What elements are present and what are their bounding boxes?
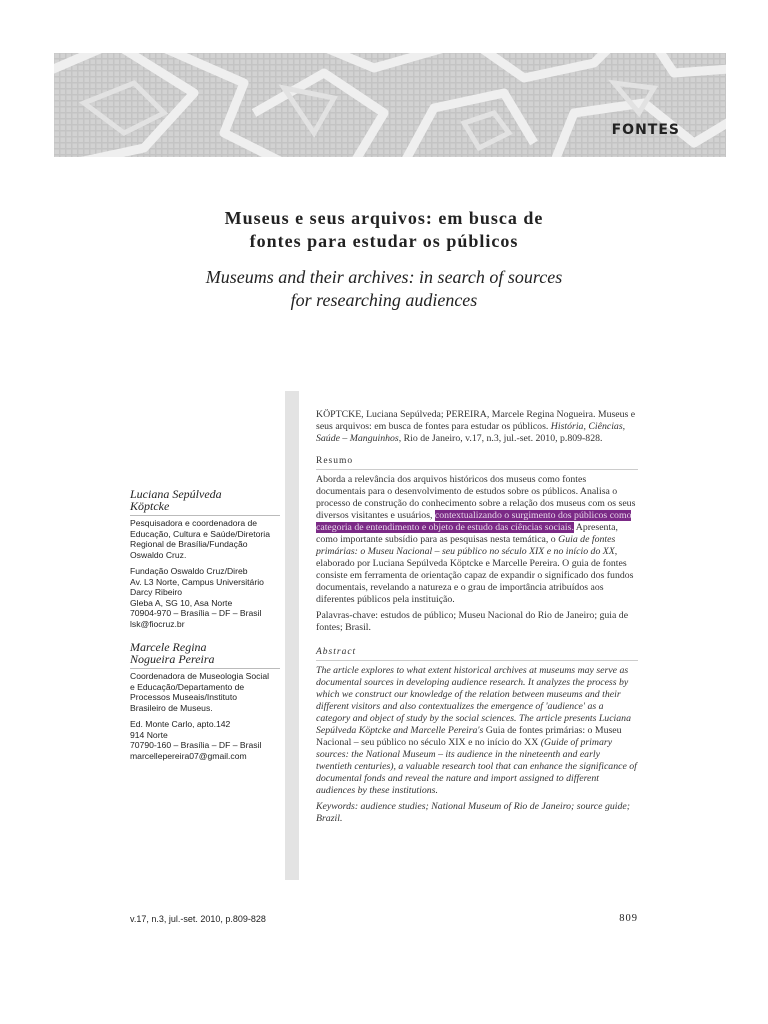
author-name xyxy=(130,488,280,516)
resumo-text-part: Apresenta, como importante subsídio para as pesquisas nesta temática, o xyxy=(316,522,618,545)
address-line: Gleba A, SG 10, Asa Norte xyxy=(130,597,233,608)
affiliation-line: Pesquisadora e coordenadora de xyxy=(130,518,258,528)
resumo-text-part: , elaborado por Luciana Sepúlveda Köptcke e Marcelle Pereira. O guia de fontes consiste em ferramenta de orientação capaz de expandir o significado dos fundos documentais, revelando a natureza e o grau de importância atribuídos aos diferentes públicos pela instituição. xyxy=(316,546,634,605)
address-line: 70790-160 – Brasília – DF – Brasil xyxy=(130,740,262,750)
affiliation-line: Regional de Brasília/Fundação xyxy=(130,539,248,549)
author-1 xyxy=(130,488,280,629)
guide-title: Guia de fontes primárias: o Museu Nacional – seu público no século XIX e no início do XX xyxy=(316,725,622,748)
guide-title: Guia de fontes primárias: o Museu Nacional – seu público no século XIX e no início do XX xyxy=(316,534,616,557)
affiliation-line: Oswaldo Cruz. xyxy=(130,549,187,560)
section-label: FONTES xyxy=(611,122,680,138)
author-affiliation xyxy=(130,518,280,560)
author-affiliation xyxy=(130,671,280,713)
title-en-line2: for researching audiences xyxy=(290,290,478,310)
authors-column xyxy=(130,488,280,773)
affiliation-line: Educação, Cultura e Saúde/Diretoria xyxy=(130,528,270,539)
mosaic-pattern-image xyxy=(54,53,726,157)
title-en-line1: Museums and their archives: in search of sources xyxy=(205,267,563,287)
citation-text: , Rio de Janeiro, v.17, n.3, jul.-set. 2010, p.809-828. xyxy=(398,433,603,444)
title-pt-line2: fontes para estudar os públicos xyxy=(249,231,519,251)
affiliation-line: Coordenadora de Museologia Social xyxy=(130,671,270,681)
footer-volume: v.17, n.3, jul.-set. 2010, p.809-828 xyxy=(130,914,266,924)
divider-strip xyxy=(285,391,299,880)
author-address xyxy=(130,566,280,629)
page-number: 809 xyxy=(619,913,638,924)
address-line: Darcy Ribeiro xyxy=(130,587,183,597)
highlighted-text[interactable]: contextualizando o surgimento dos públicos como categoria de entendimento e objeto de estudo das ciências sociais. xyxy=(316,510,632,533)
author-name xyxy=(130,641,280,669)
citation-text: KÖPTCKE, Luciana Sepúlveda; PEREIRA, Marcele Regina Nogueira. Museus e seus arquivos: em busca de fontes para estudar os públicos. xyxy=(316,409,636,432)
abstract-text-part: (Guide of primary sources: the National Museum – its audience in the nineteenth and early twentieth centuries), a valuable research tool that can enhance the significance of documental fonds and reveal the nature and import assigned to different audiences by these institutions. xyxy=(316,737,637,796)
abstract-text-part: The article explores to what extent historical archives at museums may serve as documental sources in developing audience research. It analyzes the process by which we construct our knowledge of the relation between museums and their different visitors and also contextualizes the emergence of 'audience' as a category and object of study by the social sciences. The article presents Luciana Sepúlveda Köptcke and Marcelle Pereira's xyxy=(316,665,631,736)
header-banner xyxy=(54,53,726,157)
journal-name: História, Ciências, Saúde – Manguinhos xyxy=(316,421,626,444)
address-line: 914 Norte xyxy=(130,729,168,740)
author-name-line1: Marcele Regina xyxy=(130,640,207,654)
address-line: Ed. Monte Carlo, apto.142 xyxy=(130,719,231,729)
resumo-text-part: Aborda a relevância dos arquivos históricos dos museus como fontes documentais para o desenvolvimento de estudos sobre os públicos. Analisa o processo de construção do conhecimento sobre a relação dos museus com os seus diversos visitantes e usuários, xyxy=(316,474,636,521)
resumo-text xyxy=(316,474,638,606)
author-name-line2: Nogueira Pereira xyxy=(130,652,215,666)
author-email[interactable]: lsk@fiocruz.br xyxy=(130,618,185,629)
article-title-pt xyxy=(150,207,618,253)
author-address xyxy=(130,719,280,761)
abstract-heading: Abstract xyxy=(316,646,638,661)
address-line: Fundação Oswaldo Cruz/Direb xyxy=(130,566,248,576)
author-2 xyxy=(130,641,280,761)
affiliation-line: Brasileiro de Museus. xyxy=(130,702,213,713)
abstract-text xyxy=(316,665,638,797)
article-title-en xyxy=(150,266,618,312)
author-name-line2: Köptcke xyxy=(130,499,170,513)
resumo-heading: Resumo xyxy=(316,455,638,470)
author-email[interactable]: marcellepereira07@gmail.com xyxy=(130,750,247,761)
citation xyxy=(316,409,638,445)
author-name-line1: Luciana Sepúlveda xyxy=(130,487,222,501)
palavras-chave: Palavras-chave: estudos de público; Museu Nacional do Rio de Janeiro; guia de fontes; Brasil. xyxy=(316,610,629,633)
affiliation-line: Processos Museais/Instituto xyxy=(130,692,237,702)
affiliation-line: e Educação/Departamento de xyxy=(130,681,245,692)
title-pt-line1: Museus e seus arquivos: em busca de xyxy=(224,208,544,228)
address-line: Av. L3 Norte, Campus Universitário xyxy=(130,576,264,587)
abstract-column xyxy=(316,409,638,825)
abstract-keywords: Keywords: audience studies; National Museum of Rio de Janeiro; source guide; Brazil. xyxy=(316,801,630,824)
address-line: 70904-970 – Brasília – DF – Brasil xyxy=(130,608,262,618)
